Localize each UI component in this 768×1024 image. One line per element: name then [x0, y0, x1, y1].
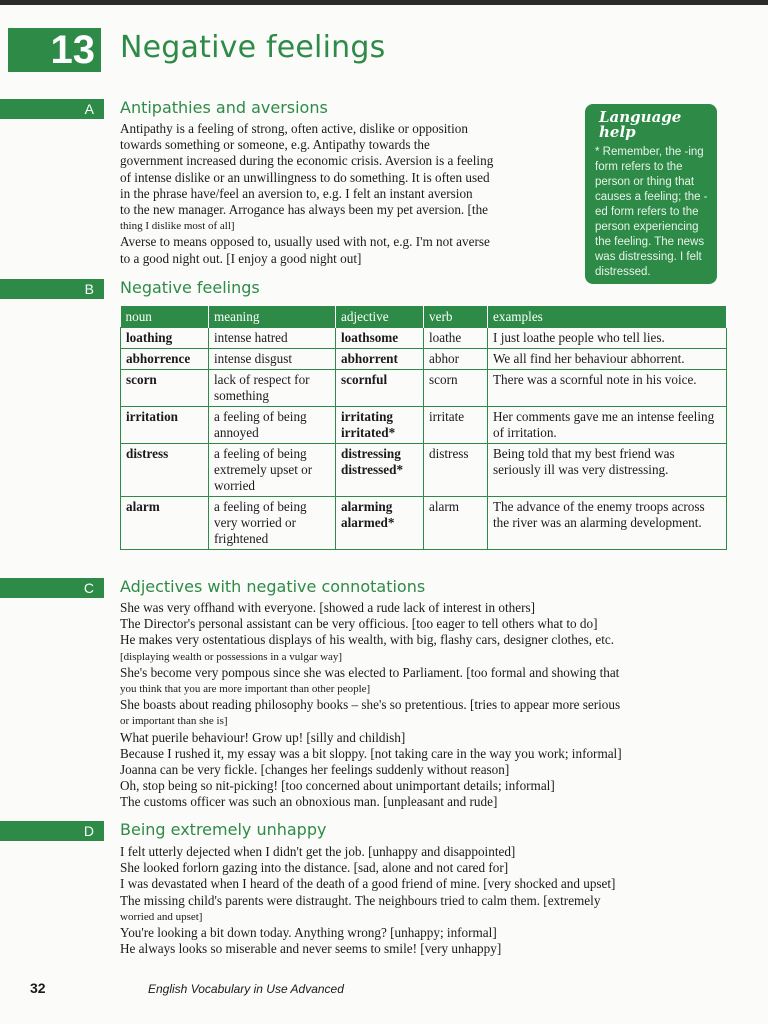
section-a-line: Averse to means opposed to, usually used with not, e.g. I'm not averse [120, 234, 490, 250]
section-d-line: He always looks so miserable and never seems to smile! [very unhappy] [120, 941, 502, 957]
section-a-tab: A [0, 99, 104, 119]
meaning-cell: intense disgust [209, 349, 336, 370]
section-c-text [120, 600, 730, 811]
adjective-cell: loathsome [336, 328, 424, 349]
verb-cell: alarm [424, 497, 488, 550]
section-c-line: What puerile behaviour! Grow up! [silly and childish] [120, 729, 406, 745]
negative-feelings-table [120, 306, 727, 550]
section-d-line: You're looking a bit down today. Anything wrong? [unhappy; informal] [120, 925, 497, 941]
column-header: examples [488, 306, 727, 328]
table-row [121, 328, 727, 349]
adjective-cell: abhorrent [336, 349, 424, 370]
noun-cell: loathing [121, 328, 209, 349]
table-row [121, 497, 727, 550]
column-header: meaning [209, 306, 336, 328]
section-d-line: She looked forlorn gazing into the distance. [sad, alone and not cared for] [120, 860, 509, 876]
section-d-heading: Being extremely unhappy [120, 820, 327, 839]
section-c-line: Oh, stop being so nit-picking! [too concerned about unimportant details; informal] [120, 778, 555, 794]
section-c-line: The Director's personal assistant can be very officious. [too eager to tell others what to do] [120, 616, 598, 632]
section-a-text [120, 121, 580, 267]
top-rule [0, 0, 768, 5]
section-d-line: I was devastated when I heard of the death of a good friend of mine. [very shocked and upset] [120, 876, 616, 892]
meaning-cell: lack of respect for something [209, 370, 336, 407]
section-c-line: or important than she is] [120, 715, 228, 728]
language-help-text: * Remember, the -ing form refers to the person or thing that causes a feeling; the -ed form refers to the person experiencing the feeling. The news was distressing. I felt distressed. [595, 146, 708, 278]
example-cell: There was a scornful note in his voice. [488, 370, 727, 407]
section-d-text [120, 844, 730, 957]
section-d-line: I felt utterly dejected when I didn't get the job. [unhappy and disappointed] [120, 844, 516, 859]
section-c-line: She's become very pompous since she was elected to Parliament. [too formal and showing that [120, 664, 620, 680]
section-c-line: Because I rushed it, my essay was a bit sloppy. [not taking care in the way you work; informal] [120, 745, 622, 761]
section-c-line: He makes very ostentatious displays of his wealth, with big, flashy cars, designer clothes, etc. [120, 632, 615, 648]
meaning-cell: a feeling of being extremely upset or worried [209, 444, 336, 497]
adjective-cell: distressing distressed* [336, 444, 424, 497]
example-cell: The advance of the enemy troops across the river was an alarming development. [488, 497, 727, 550]
noun-cell: scorn [121, 370, 209, 407]
page-number: 32 [30, 980, 46, 996]
verb-cell: distress [424, 444, 488, 497]
noun-cell: irritation [121, 407, 209, 444]
section-c-line: The customs officer was such an obnoxious man. [unpleasant and rude] [120, 794, 498, 810]
language-help-box [585, 104, 717, 284]
verb-cell: scorn [424, 370, 488, 407]
verb-cell: loathe [424, 328, 488, 349]
section-a-line: to the new manager. Arrogance has always been my pet aversion. [the [120, 202, 489, 218]
section-a-heading: Antipathies and aversions [120, 98, 328, 117]
section-b-heading: Negative feelings [120, 278, 260, 297]
column-header: noun [121, 306, 209, 328]
section-d-line: The missing child's parents were distraught. The neighbours tried to calm them. [extremely [120, 892, 601, 908]
table-row [121, 444, 727, 497]
column-header: verb [424, 306, 488, 328]
section-a-line: to a good night out. [I enjoy a good night out] [120, 250, 362, 266]
example-cell: Being told that my best friend was seriously ill was very distressing. [488, 444, 727, 497]
example-cell: We all find her behaviour abhorrent. [488, 349, 727, 370]
adjective-cell: scornful [336, 370, 424, 407]
noun-cell: abhorrence [121, 349, 209, 370]
noun-cell: alarm [121, 497, 209, 550]
adjective-cell: alarming alarmed* [336, 497, 424, 550]
section-d-tab: D [0, 821, 104, 841]
adjective-cell: irritating irritated* [336, 407, 424, 444]
table-row [121, 370, 727, 407]
section-a-line: towards something or someone, e.g. Antipathy towards the [120, 137, 430, 153]
verb-cell: irritate [424, 407, 488, 444]
table-header-row [121, 306, 727, 328]
section-a-line: government increased during the economic crisis. Aversion is a feeling [120, 153, 494, 169]
meaning-cell: a feeling of being very worried or frightened [209, 497, 336, 550]
section-c-line: She was very offhand with everyone. [showed a rude lack of interest in others] [120, 600, 536, 615]
section-d-line: worried and upset] [120, 910, 203, 923]
section-a-line: Antipathy is a feeling of strong, often active, dislike or opposition [120, 121, 468, 136]
section-a-line: in the phrase have/feel an aversion to, e.g. I felt an instant aversion [120, 185, 473, 201]
unit-title: Negative feelings [120, 30, 386, 65]
section-c-line: Joanna can be very fickle. [changes her feelings suddenly without reason] [120, 762, 510, 778]
verb-cell: abhor [424, 349, 488, 370]
table-row [121, 407, 727, 444]
noun-cell: distress [121, 444, 209, 497]
meaning-cell: a feeling of being annoyed [209, 407, 336, 444]
section-c-line: [displaying wealth or possessions in a vulgar way] [120, 650, 343, 663]
section-a-line: thing I dislike most of all] [120, 220, 235, 233]
column-header: adjective [336, 306, 424, 328]
book-title: English Vocabulary in Use Advanced [148, 982, 344, 996]
section-c-line: you think that you are more important than other people] [120, 683, 371, 696]
section-a-line: of intense dislike or an unwillingness to do something. It is often used [120, 169, 490, 185]
example-cell: I just loathe people who tell lies. [488, 328, 727, 349]
section-b-tab: B [0, 279, 104, 299]
table-row [121, 349, 727, 370]
section-c-line: She boasts about reading philosophy books – she's so pretentious. [tries to appear more serious [120, 697, 621, 713]
language-help-title: Language help [599, 108, 682, 141]
section-c-tab: C [0, 578, 104, 598]
section-c-heading: Adjectives with negative connotations [120, 577, 426, 596]
example-cell: Her comments gave me an intense feeling of irritation. [488, 407, 727, 444]
meaning-cell: intense hatred [209, 328, 336, 349]
unit-number: 13 [8, 28, 101, 72]
